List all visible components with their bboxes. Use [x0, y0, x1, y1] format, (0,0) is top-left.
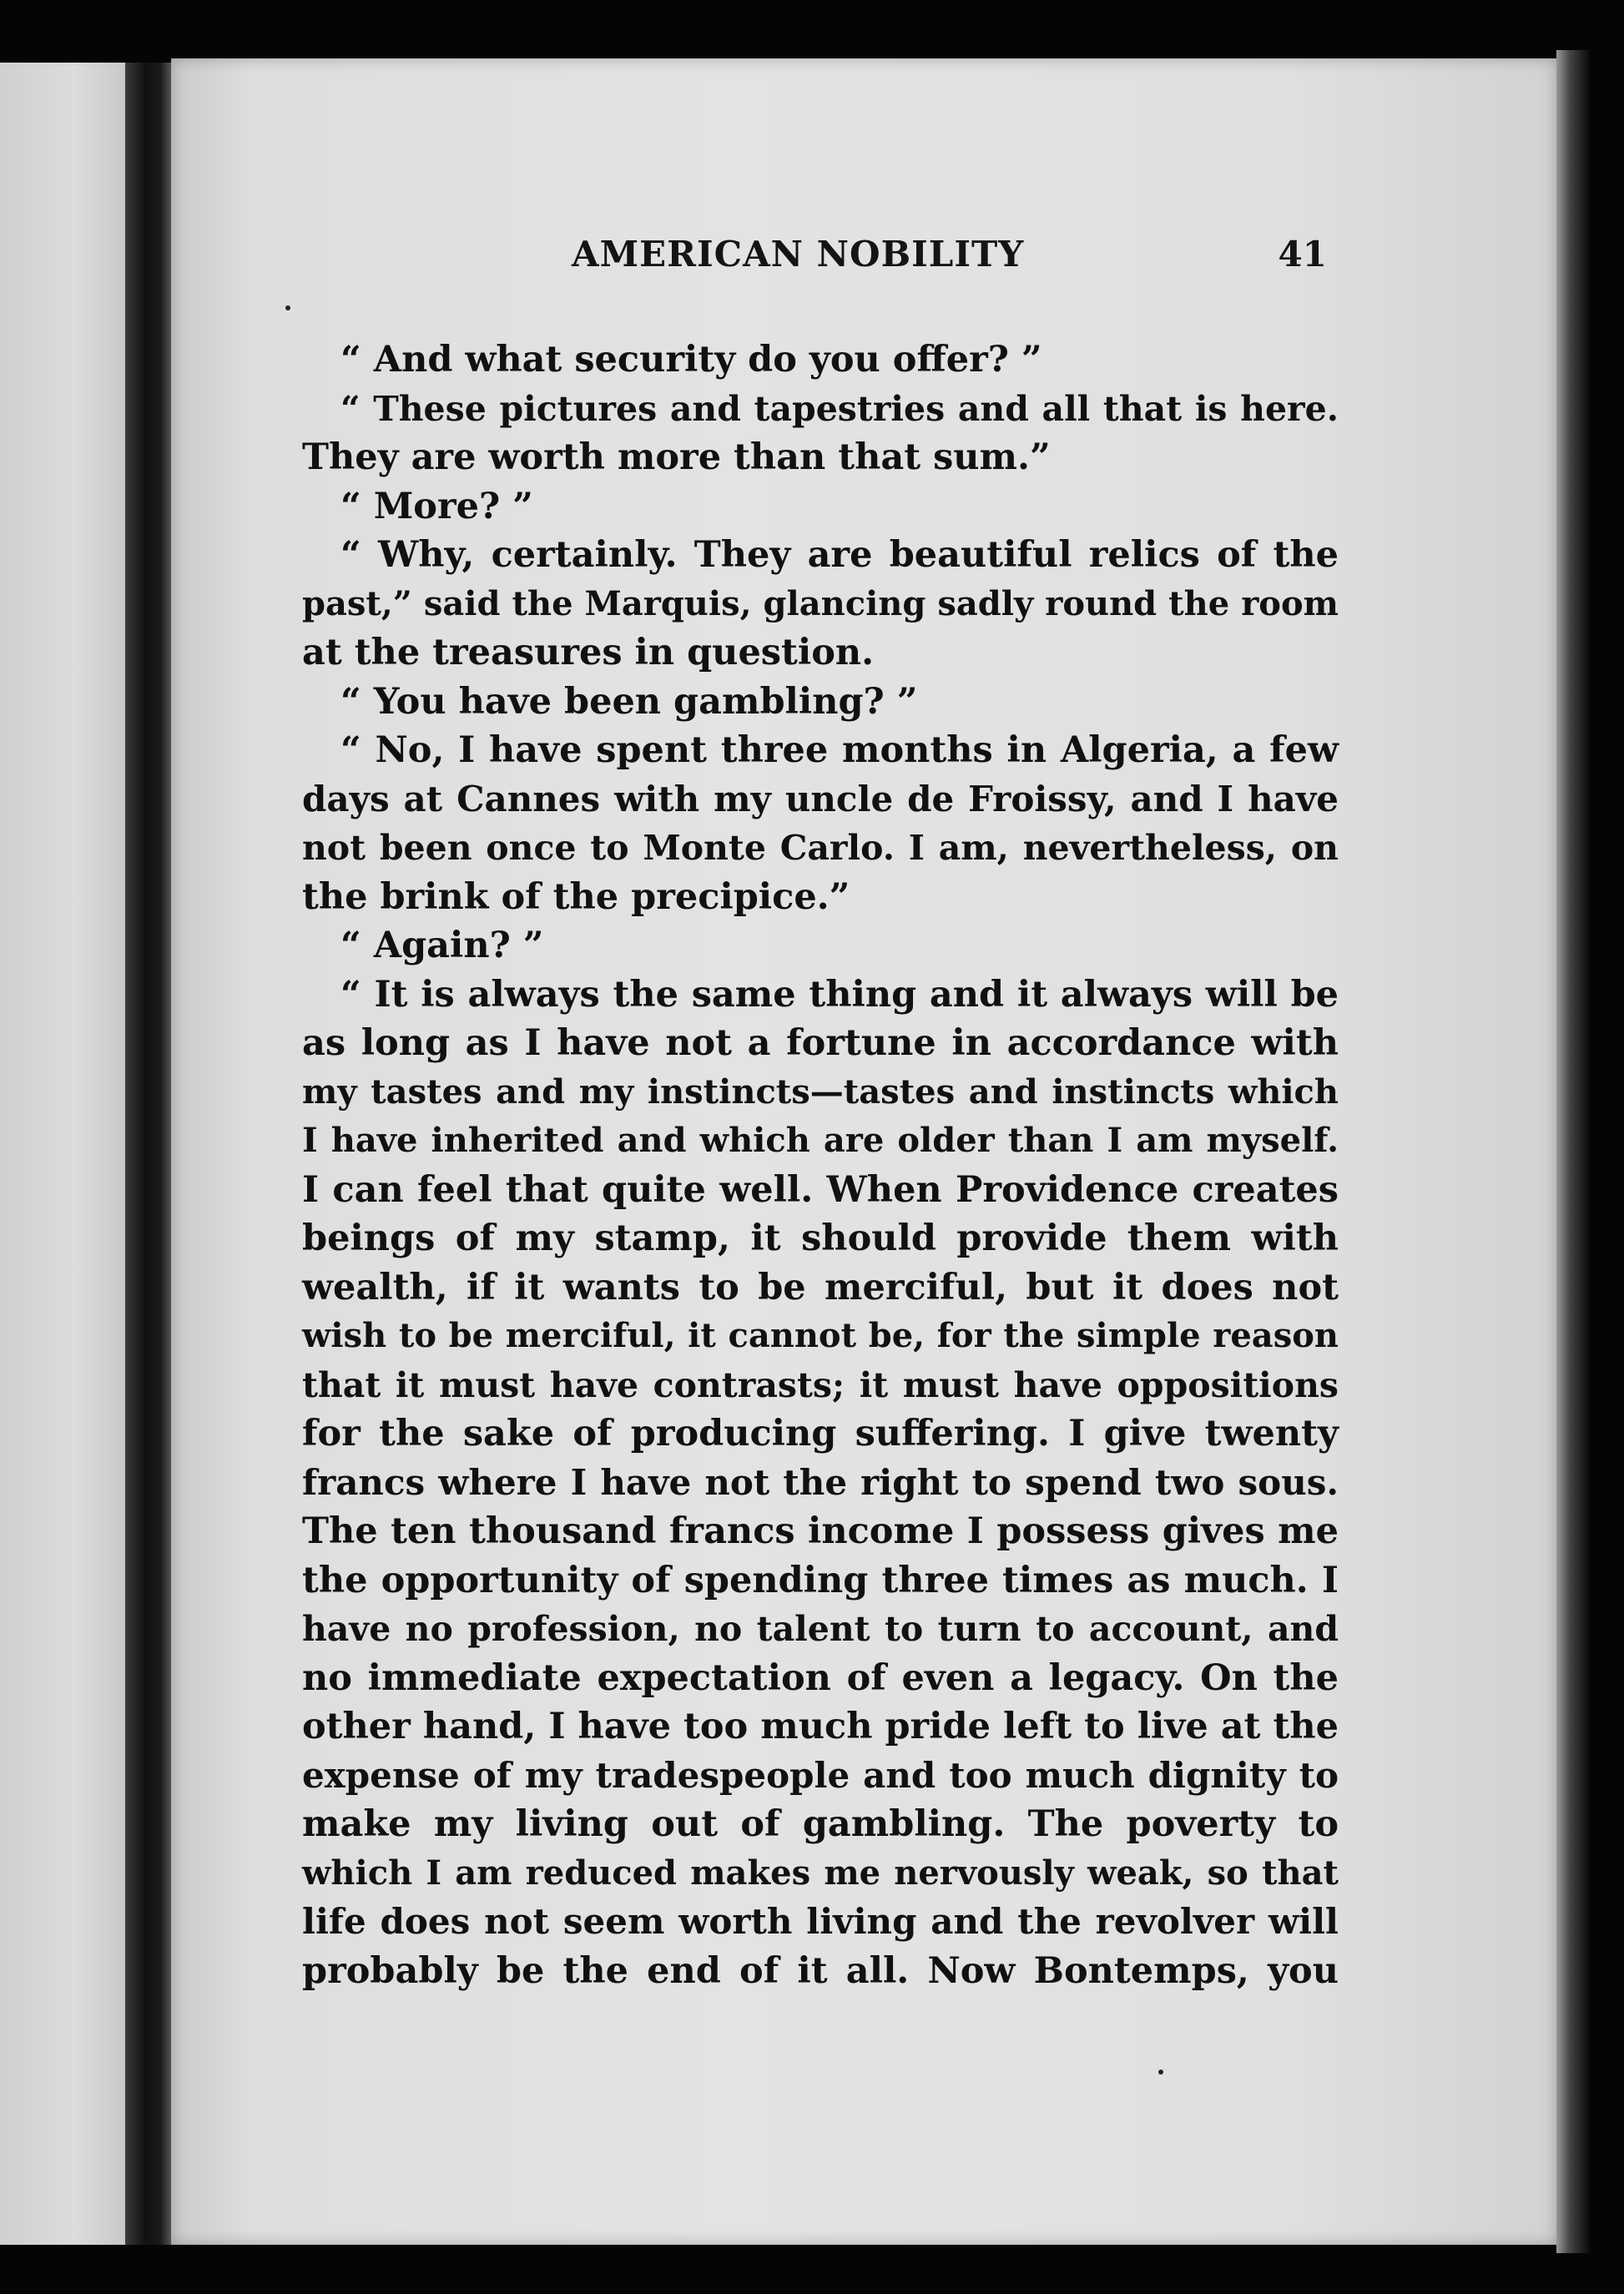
- text-line: which I am reduced makes me nervously weak, so that: [302, 1853, 1339, 1893]
- text-line: expense of my tradespeople and too much dignity to: [302, 1754, 1339, 1796]
- text-line: past,” said the Marquis, glancing sadly round the room: [302, 583, 1339, 623]
- page-number: 41: [1278, 234, 1327, 275]
- text-line: life does not seem worth living and the revolver will: [302, 1901, 1339, 1942]
- running-head: AMERICAN NOBILITY: [572, 234, 1025, 275]
- body-text: [302, 335, 1339, 1995]
- text-line: other hand, I have too much pride left to live at the: [302, 1706, 1339, 1747]
- text-line: have no profession, no talent to turn to account, and: [302, 1609, 1339, 1649]
- print-speck: [1158, 2070, 1163, 2075]
- print-speck: [285, 305, 290, 310]
- text-line: “ Why, certainly. They are beautiful relics of the: [340, 534, 1339, 576]
- book-gutter: [125, 63, 175, 2245]
- text-line: I have inherited and which are older than I am myself.: [302, 1121, 1339, 1160]
- text-line: my tastes and my instincts—tastes and instincts which: [302, 1071, 1339, 1112]
- text-line: “ It is always the same thing and it always will be: [340, 973, 1339, 1016]
- text-line: “ And what security do you offer? ”: [340, 339, 1042, 381]
- facing-page-edge: [0, 63, 125, 2245]
- text-line: francs where I have not the right to spend two sous.: [302, 1461, 1339, 1503]
- text-line: at the treasures in question.: [302, 632, 875, 673]
- text-line: The ten thousand francs income I possess gives me: [302, 1510, 1339, 1552]
- text-line: “ Again? ”: [340, 925, 544, 966]
- text-line: wealth, if it wants to be merciful, but it does not: [302, 1266, 1339, 1308]
- text-line: “ You have been gambling? ”: [340, 680, 918, 723]
- text-line: “ No, I have spent three months in Algeria, a few: [340, 729, 1339, 771]
- text-line: “ These pictures and tapestries and all that is here.: [340, 388, 1339, 429]
- text-line: that it must have contrasts; it must have oppositions: [302, 1364, 1339, 1405]
- text-line: beings of my stamp, it should provide them with: [302, 1218, 1339, 1259]
- text-line: make my living out of gambling. The poverty to: [302, 1803, 1339, 1845]
- text-line: the opportunity of spending three times as much. I: [302, 1559, 1339, 1601]
- text-line: as long as I have not a fortune in accordance with: [302, 1022, 1339, 1064]
- text-line: “ More? ”: [340, 485, 533, 527]
- text-line: I can feel that quite well. When Providence creates: [302, 1168, 1339, 1211]
- text-line: no immediate expectation of even a legacy. On the: [302, 1656, 1339, 1699]
- text-line: the brink of the precipice.”: [302, 875, 850, 918]
- text-line: days at Cannes with my uncle de Froissy, and I have: [302, 778, 1339, 819]
- text-line: for the sake of producing suffering. I give twenty: [302, 1413, 1339, 1455]
- text-line: not been once to Monte Carlo. I am, nevertheless, on: [302, 828, 1339, 868]
- text-line: wish to be merciful, it cannot be, for the simple reason: [302, 1316, 1339, 1355]
- page-edge-shadow: [1556, 50, 1590, 2253]
- text-line: They are worth more than that sum.”: [302, 436, 1051, 478]
- text-line: probably be the end of it all. Now Bontemps, you: [302, 1949, 1339, 1992]
- page-header: [572, 234, 1327, 284]
